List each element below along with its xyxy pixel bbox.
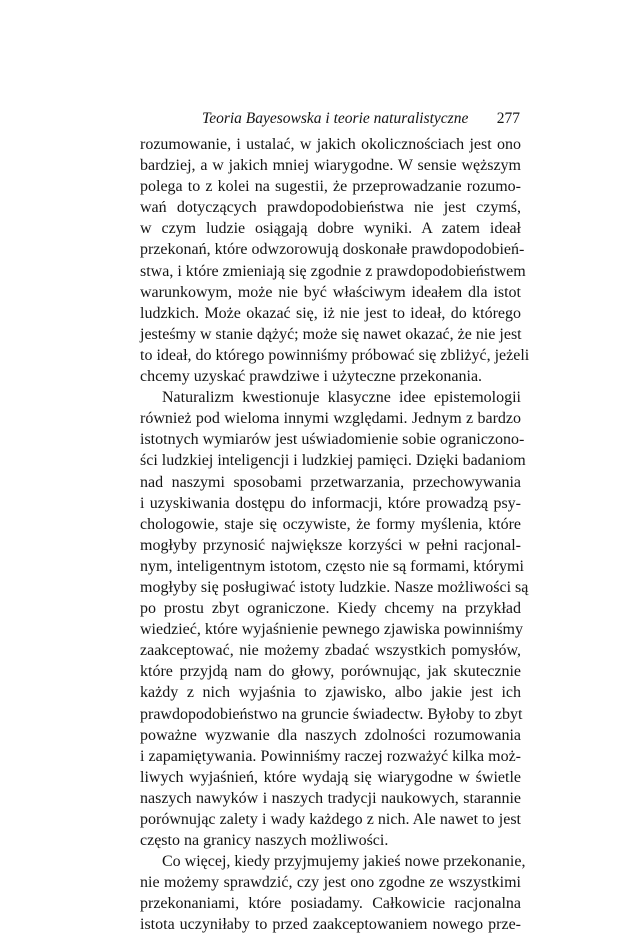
text-line: ści ludzkiej inteligencji i ludzkiej pamięci. Dzięki badaniom: [140, 452, 526, 470]
text-line: często na granicy naszych możliwości.: [140, 832, 389, 850]
text-line: nad naszymi sposobami przetwarzania, przechowywania: [140, 473, 521, 491]
text-line: przekonań, które odwzorowują doskonałe prawdopodobień-: [140, 241, 525, 259]
text-line: jesteśmy w stanie dążyć; może się nawet okazać, że nie jest: [140, 325, 522, 343]
text-line: poważne wyzwanie dla naszych zdolności rozumowania: [140, 726, 521, 744]
running-title: Teoria Bayesowska i teorie naturalistyczne: [202, 110, 469, 127]
text-line: istota uczyniłaby to przed zaakceptowaniem nowego prze-: [140, 916, 521, 934]
running-head: [140, 110, 520, 130]
text-line: porównując zalety i wady każdego z nich. Ale nawet to jest: [140, 811, 521, 828]
text-line: stwa, i które zmieniają się zgodnie z prawdopodobieństwem: [140, 262, 526, 280]
text-line: polega to z kolei na sugestii, że przeprowadzanie rozumo-: [140, 178, 521, 196]
paragraph: [140, 134, 530, 387]
text-line: nie możemy sprawdzić, czy jest ono zgodne ze wszystkimi: [140, 874, 521, 892]
text-line: mogłyby się posługiwać istoty ludzkie. Nasze możliwości są: [140, 578, 529, 596]
text-line: wiedzieć, które wyjaśnienie pewnego zjawiska powinniśmy: [140, 621, 523, 639]
paragraph: [140, 387, 529, 851]
page-number: 277: [496, 110, 520, 127]
text-line: po prostu zbyt ograniczone. Kiedy chcemy na przykład: [140, 600, 521, 618]
text-line: Co więcej, kiedy przyjmujemy jakieś nowe przekonanie,: [162, 853, 526, 871]
text-line: liwych wyjaśnień, które wydają się wiarygodne w świetle: [140, 768, 521, 786]
text-line: przekonaniami, które posiadamy. Całkowicie racjonalna: [140, 895, 521, 913]
text-line: Naturalizm kwestionuje klasyczne idee epistemologii: [162, 389, 521, 407]
text-line: chologowie, staje się oczywiste, że formy myślenia, które: [140, 515, 521, 533]
text-line: zaakceptować, nie możemy zbadać wszystkich pomysłów,: [140, 642, 521, 660]
text-line: nym, inteligentnym istotom, często nie są formami, którymi: [140, 557, 524, 575]
text-line: również pod wieloma innymi względami. Jednym z bardzo: [140, 410, 521, 428]
text-line: chcemy uzyskać prawdziwe i użyteczne przekonania.: [140, 368, 483, 386]
text-line: naszych nawyków i naszych tradycji naukowych, starannie: [140, 789, 521, 807]
text-line: bardziej, a w jakich mniej wiarygodne. W sensie węższym: [140, 157, 521, 175]
paragraph: [140, 851, 526, 935]
text-line: wań dotyczących prawdopodobieństwa nie jest czymś,: [140, 199, 521, 217]
body-text: [140, 134, 530, 936]
text-line: mogłyby przynosić największe korzyści w pełni racjonal-: [140, 536, 521, 554]
text-line: ludzkich. Może okazać się, iż nie jest to ideał, do którego: [140, 304, 521, 322]
text-line: i zapamiętywania. Powinniśmy raczej rozważyć kilka moż-: [140, 747, 521, 765]
text-line: to ideał, do którego powinniśmy próbować się zbliżyć, jeżeli: [140, 346, 530, 364]
text-line: i uzyskiwania dostępu do informacji, które prowadzą psy-: [140, 494, 521, 512]
text-line: prawdopodobieństwo na gruncie świadectw. Byłoby to zbyt: [140, 705, 523, 723]
text-line: każdy z nich wyjaśnia to zjawisko, albo jakie jest ich: [140, 684, 521, 702]
text-line: warunkowym, może nie być właściwym ideałem dla istot: [140, 283, 521, 301]
text-line: które przyjdą nam do głowy, porównując, jak skutecznie: [140, 663, 521, 681]
text-line: rozumowanie, i ustalać, w jakich okolicznościach jest ono: [140, 136, 521, 153]
text-line: istotnych wymiarów jest uświadomienie sobie ograniczono-: [140, 431, 525, 449]
text-line: w czym ludzie osiągają dobre wyniki. A zatem ideał: [140, 220, 521, 238]
